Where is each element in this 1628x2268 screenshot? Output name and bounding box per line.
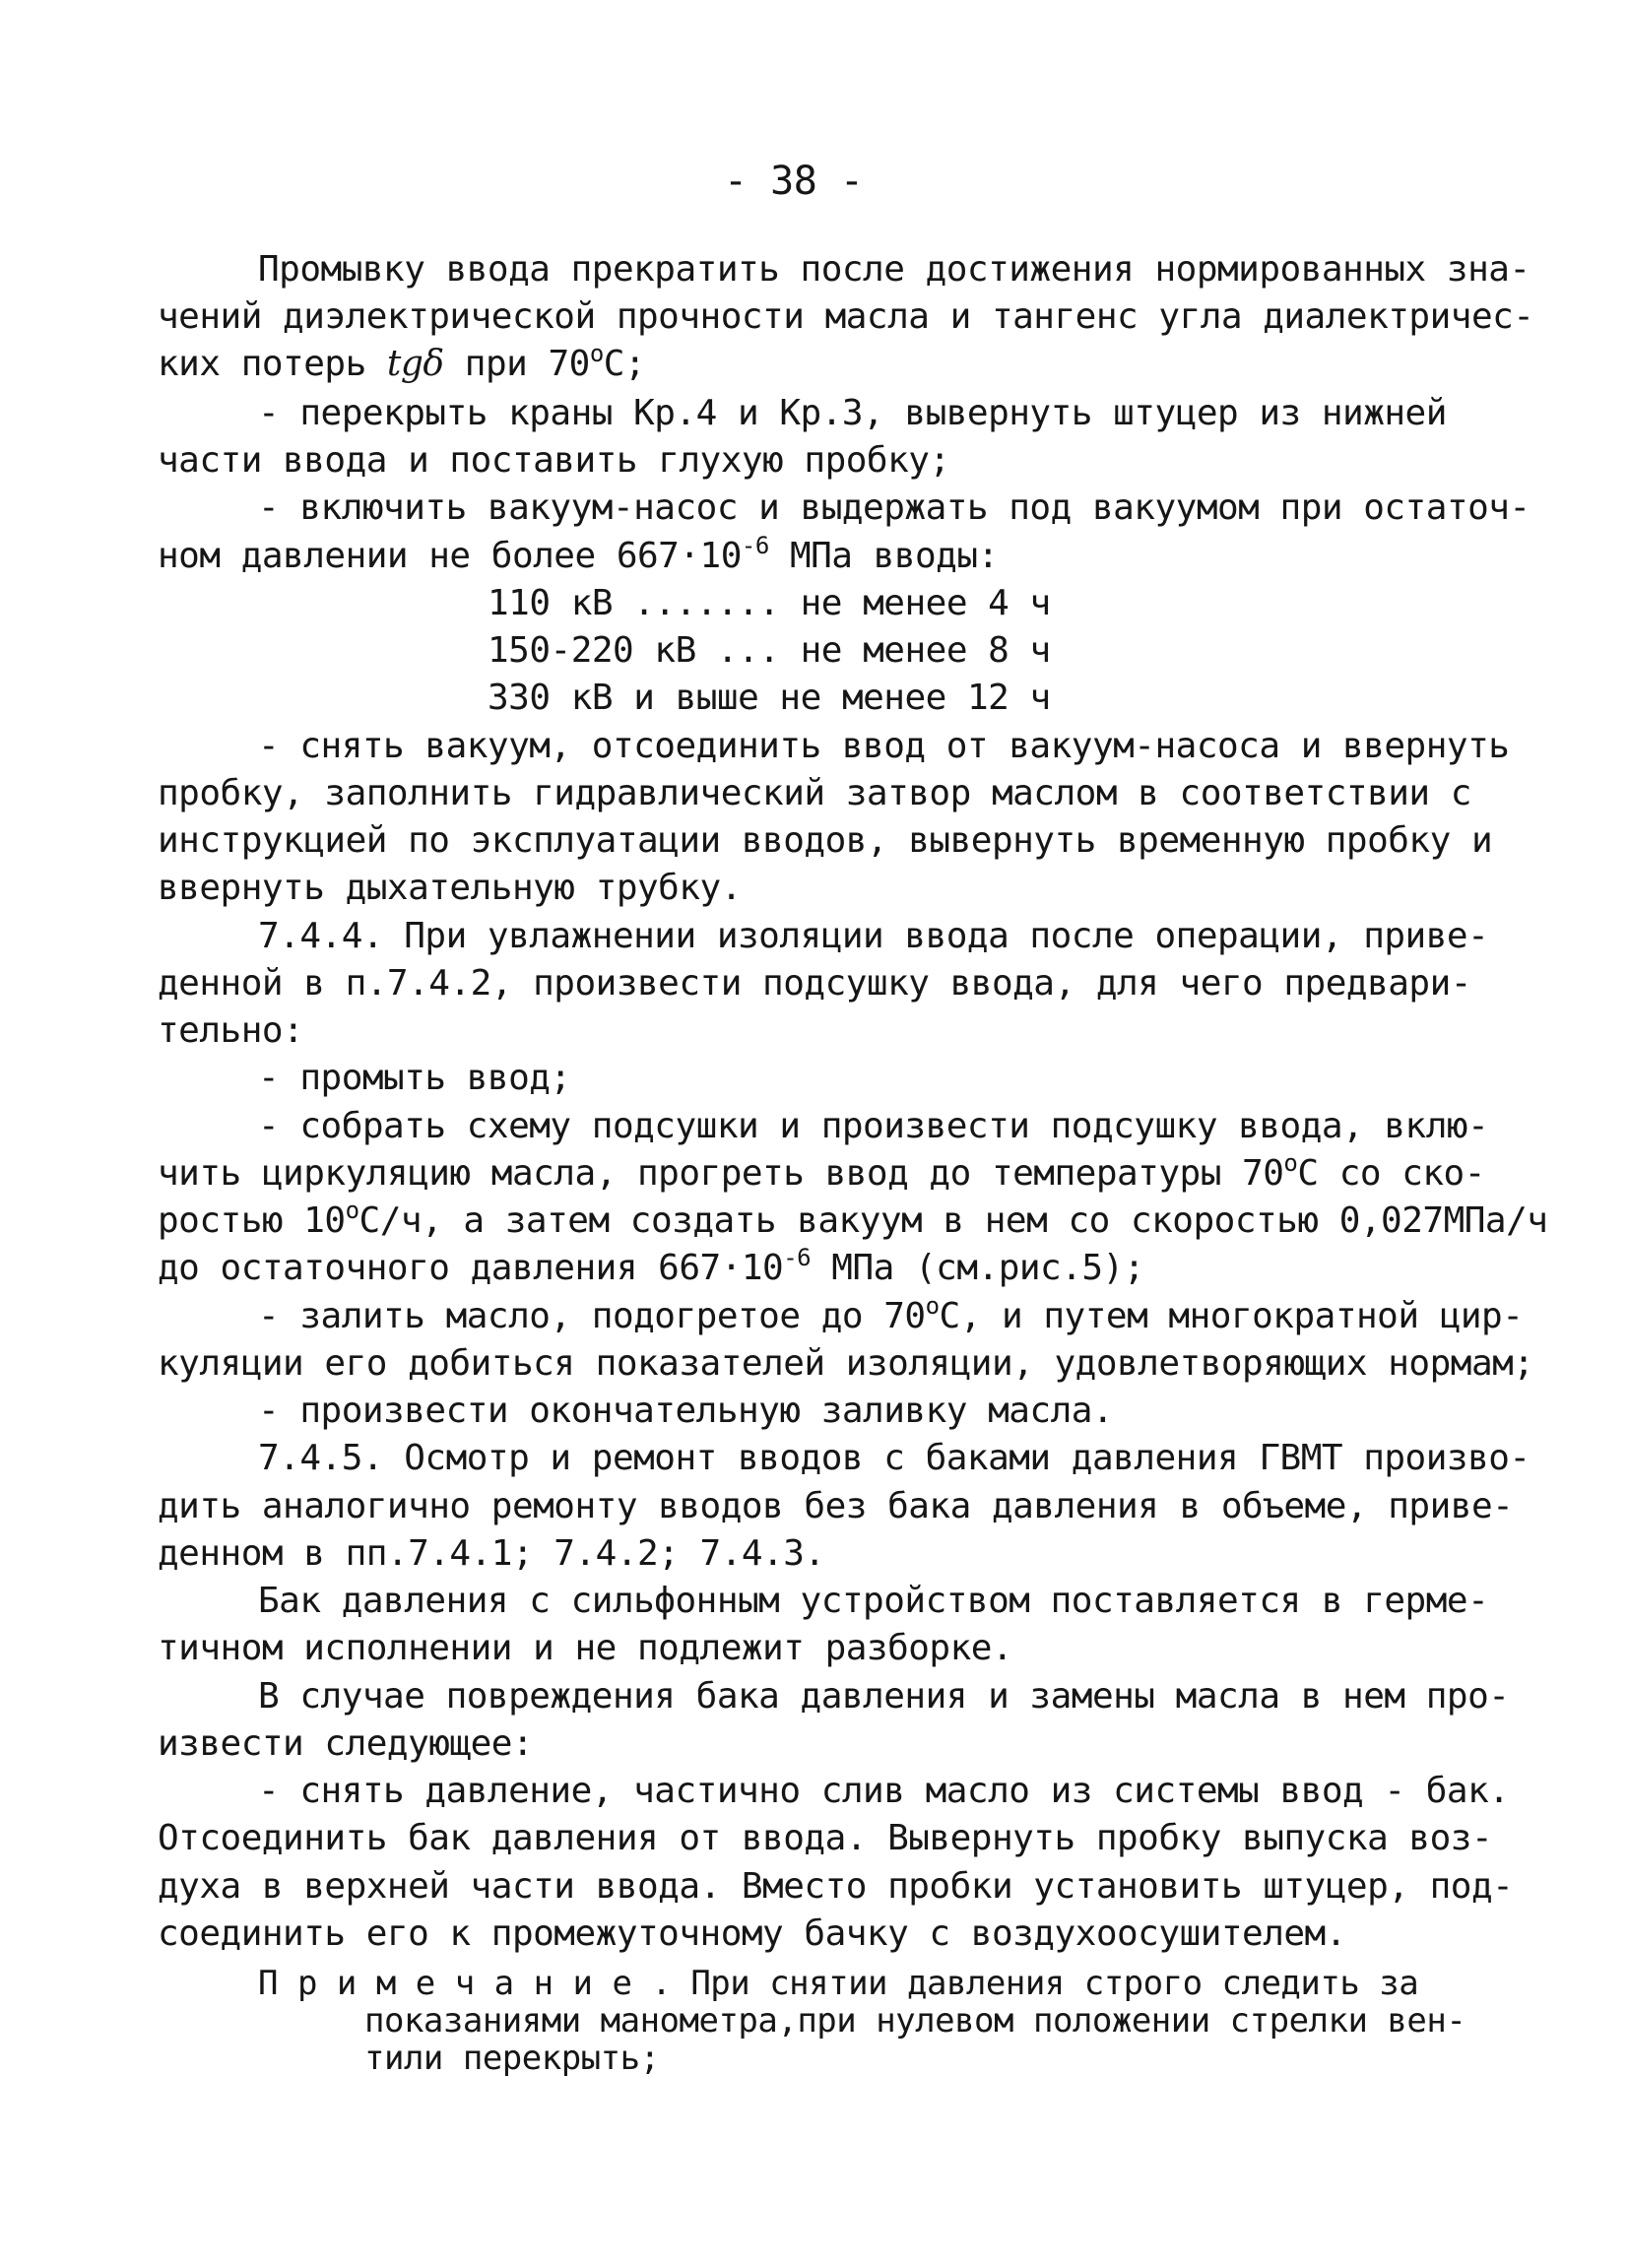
text-line: тельно: xyxy=(158,1010,304,1051)
text-line: 7.4.5. Осмотр и ремонт вводов с баками давления ГВМТ произво- xyxy=(258,1438,1530,1478)
note-line: тили перекрыть; xyxy=(364,2039,660,2078)
table-line: 150-220 кВ ... не менее 8 ч xyxy=(488,630,1051,671)
text-line: ких потерь tgδ при $70^оС$; xyxy=(158,340,646,384)
text-line: извести следующее: xyxy=(158,1723,534,1764)
text-line: чить циркуляцию масла, прогреть ввод до температуры $70^оС$ со ско- xyxy=(158,1149,1485,1194)
text-line: инструкцией по эксплуатации вводов, вывернуть временную пробку и xyxy=(158,820,1493,861)
text-line: пробку, заполнить гидравлический затвор маслом в соответствии с xyxy=(158,773,1471,813)
text-line: ввернуть дыхательную трубку. xyxy=(158,868,742,908)
text-line: - включить вакуум-насос и выдержать под вакуумом при остаточ- xyxy=(258,487,1530,528)
text-line: - перекрыть краны Кр.4 и Кр.3, вывернуть штуцер из нижней xyxy=(258,393,1447,433)
text-line: тичном исполнении и не подлежит разборке. xyxy=(158,1628,1013,1668)
text-line: - залить масло, подогретое до $70^оС$, и путем многократной цир- xyxy=(258,1292,1524,1336)
text-line: денном в пп.7.4.1; 7.4.2; 7.4.3. xyxy=(158,1533,825,1574)
text-line: - произвести окончательную заливку масла. xyxy=(258,1391,1114,1431)
page-number: - 38 - xyxy=(724,159,864,204)
text-line: чений диэлектрической прочности масла и тангенс угла диалектричес- xyxy=(158,296,1534,337)
text-line: денной в п.7.4.2, произвести подсушку ввода, для чего предвари- xyxy=(158,963,1471,1004)
text-line: соединить его к промежуточному бачку с воздухоосушителем. xyxy=(158,1913,1346,1954)
table-line: 110 кВ ....... не менее 4 ч xyxy=(488,583,1051,623)
text-line: до остаточного давления $667\cdot 10^{-6}$ МПа (см.рис.5); xyxy=(158,1244,1144,1288)
text-line: Бак давления с сильфонным устройством поставляется в герме- xyxy=(258,1581,1489,1621)
note-line: П р и м е ч а н и е . При снятии давления строго следить за xyxy=(258,1964,1419,2003)
text-line: части ввода и поставить глухую пробку; xyxy=(158,440,950,481)
text-line: духа в верхней части ввода. Вместо пробки установить штуцер, под- xyxy=(158,1866,1514,1907)
text-line: - промыть ввод; xyxy=(258,1058,571,1098)
text-line: В случае повреждения бака давления и замены масла в нем про- xyxy=(258,1676,1510,1717)
text-line: Промывку ввода прекратить после достижения нормированных зна- xyxy=(258,249,1530,290)
text-line: дить аналогично ремонту вводов без бака давления в объеме, приве- xyxy=(158,1486,1514,1526)
text-line: 7.4.4. При увлажнении изоляции ввода после операции, приве- xyxy=(258,916,1489,956)
text-line: - снять давление, частично слив масло из системы ввод - бак. xyxy=(258,1771,1510,1811)
text-line: - снять вакуум, отсоединить ввод от вакуум-насоса и ввернуть xyxy=(258,726,1510,766)
text-line: - собрать схему подсушки и произвести подсушку ввода, вклю- xyxy=(258,1106,1489,1146)
text-line: ном давлении не более $667\cdot 10^{-6}$ МПа вводы: xyxy=(158,532,999,576)
note-line: показаниями манометра,при нулевом положении стрелки вен- xyxy=(364,2001,1466,2041)
table-line: 330 кВ и выше не менее 12 ч xyxy=(488,678,1051,718)
text-line: Отсоединить бак давления от ввода. Вывернуть пробку выпуска воз- xyxy=(158,1818,1493,1858)
text-line: куляции его добиться показателей изоляции, удовлетворяющих нормам; xyxy=(158,1343,1534,1384)
text-line: ростью $10^оС/ч$, а затем создать вакуум в нем со скоростью 0,027МПа/ч xyxy=(158,1197,1548,1241)
